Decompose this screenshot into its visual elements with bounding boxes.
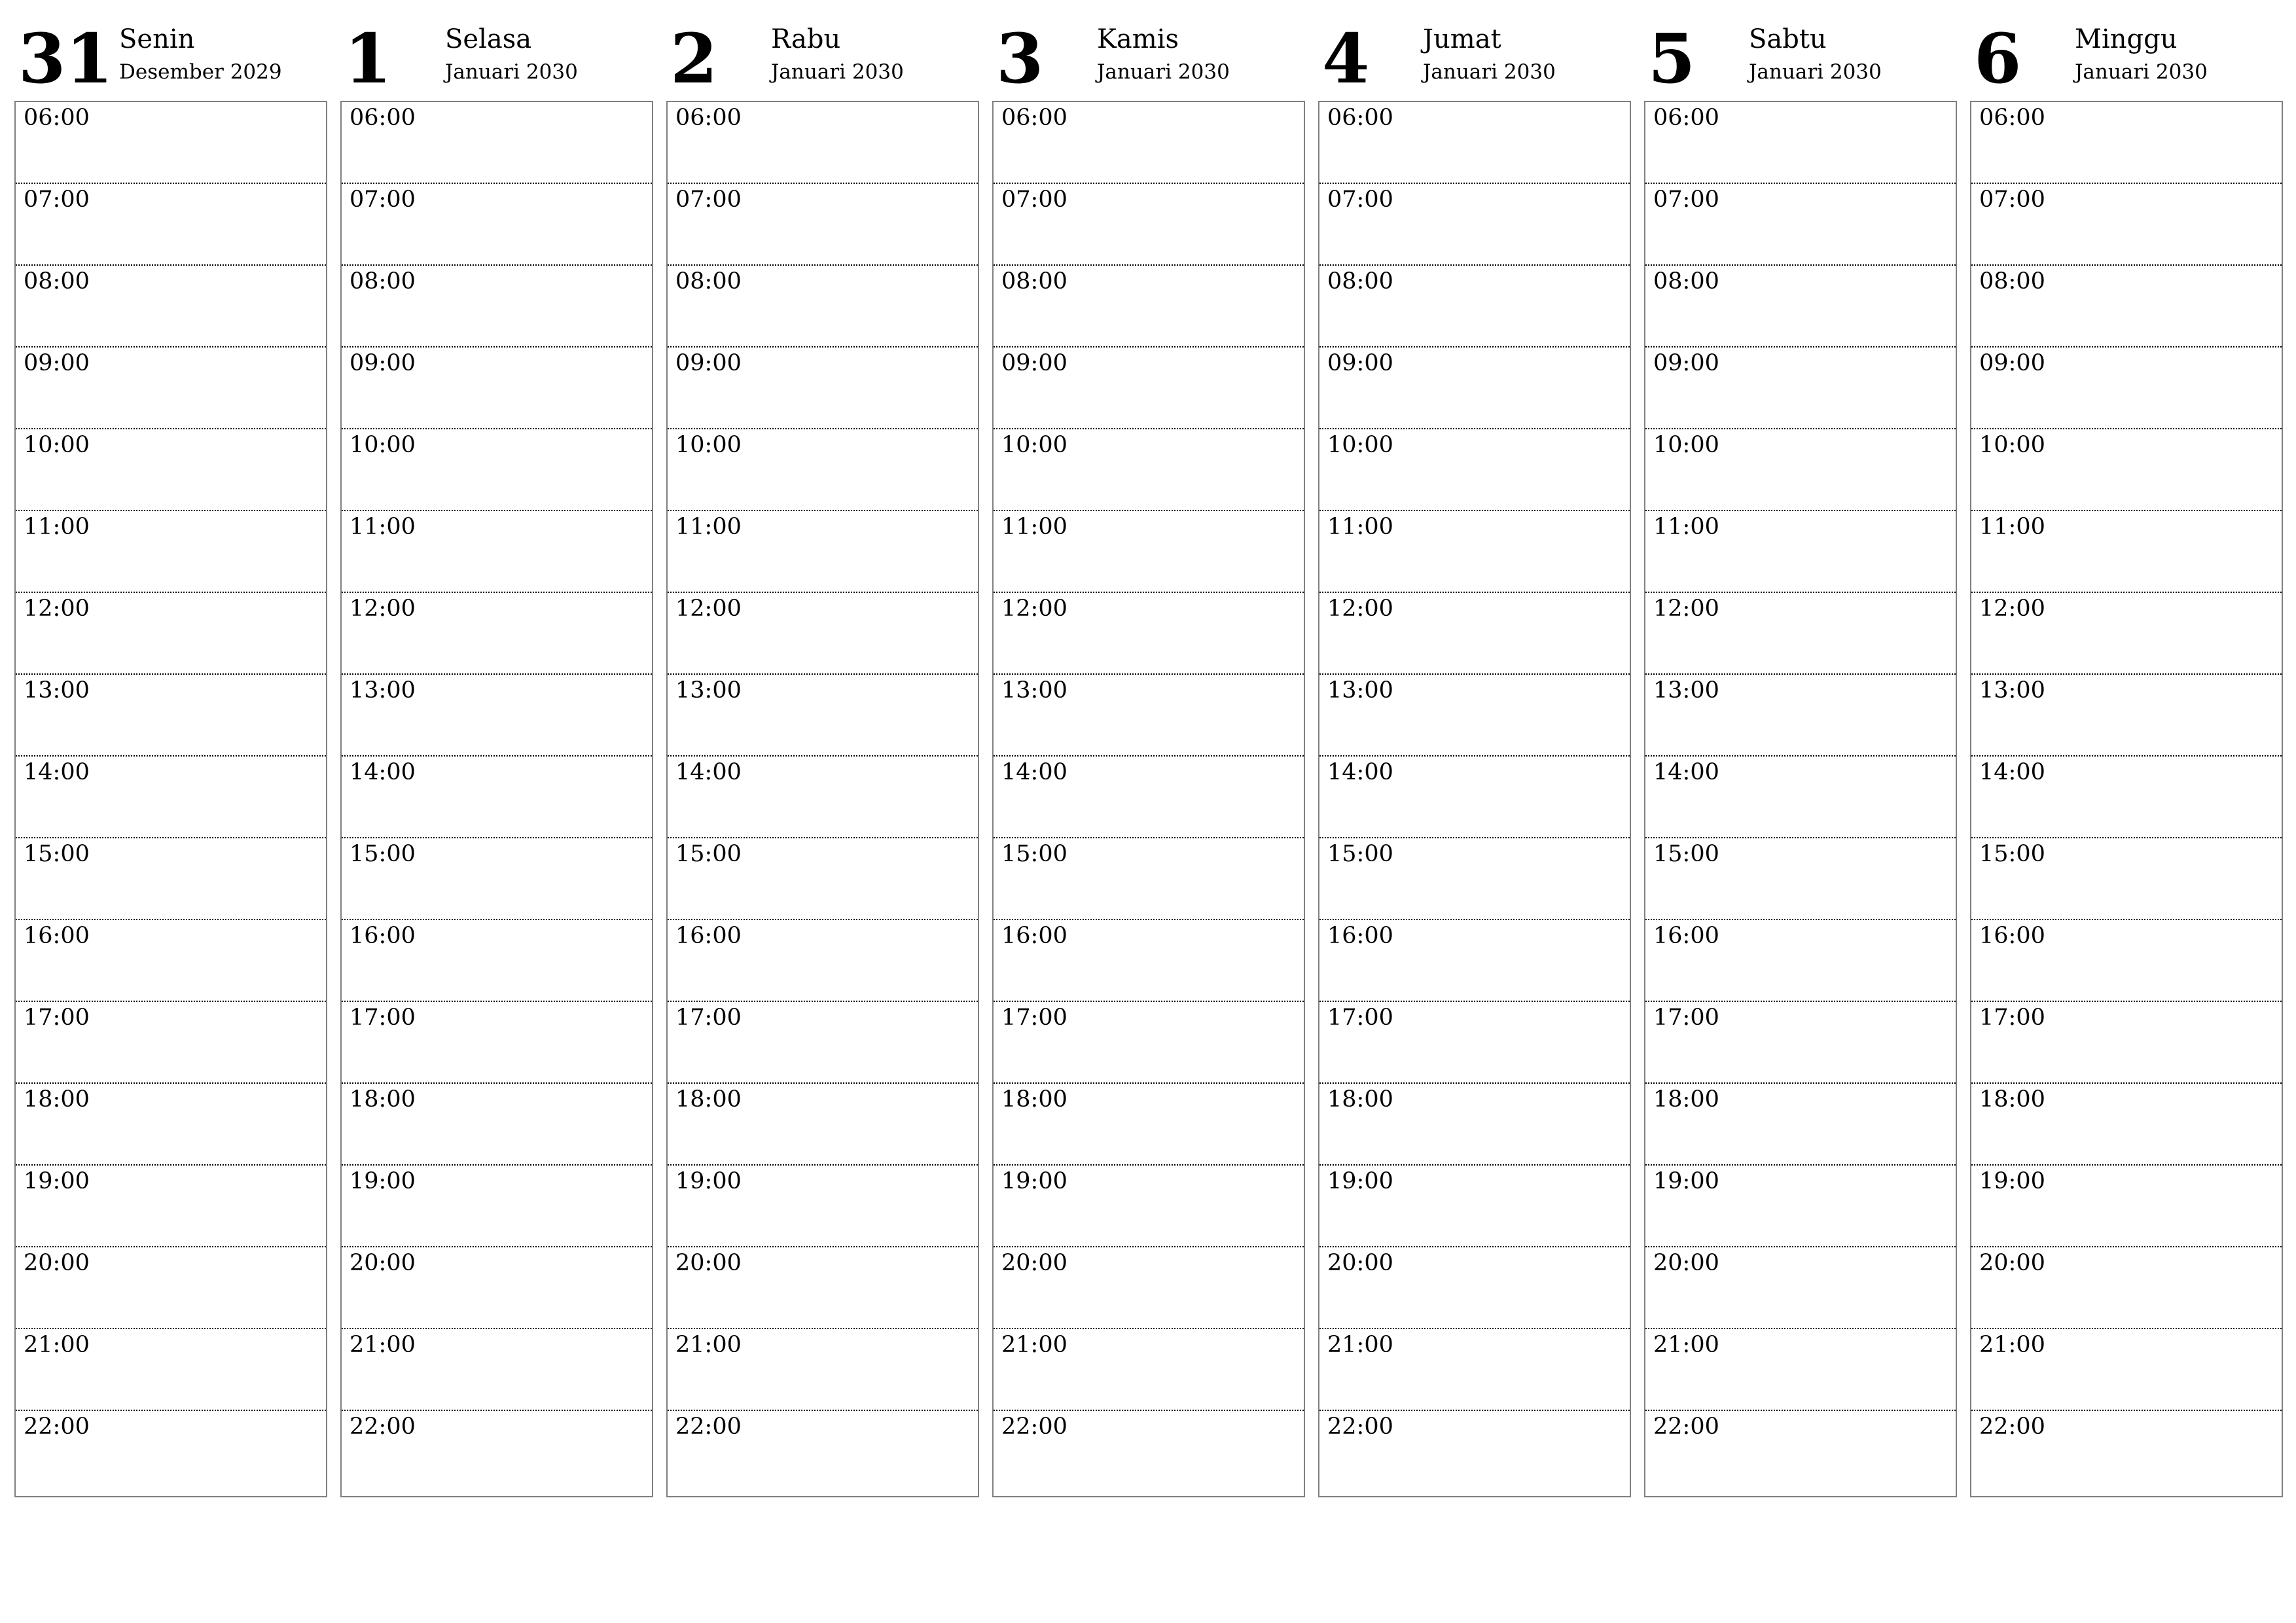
hour-slot[interactable] (1645, 757, 1956, 838)
hour-slot[interactable] (668, 184, 978, 266)
day-schedule-box (1970, 101, 2283, 1497)
hour-slot[interactable] (1319, 1329, 1630, 1411)
hour-label: 09:00 (1327, 350, 1393, 376)
hour-label: 14:00 (24, 759, 90, 785)
day-number: 4 (1322, 18, 1370, 99)
hour-label: 10:00 (1327, 432, 1393, 458)
hour-slot[interactable] (668, 1411, 978, 1493)
hour-slot[interactable] (1971, 1002, 2282, 1084)
hour-slot[interactable] (1645, 675, 1956, 757)
day-name: Minggu (2075, 24, 2178, 54)
hour-slot[interactable] (1319, 1002, 1630, 1084)
day-month-year: Desember 2029 (119, 60, 282, 84)
hour-label: 12:00 (1653, 596, 1719, 622)
day-column (666, 14, 979, 1500)
hour-slot[interactable] (994, 511, 1304, 593)
hour-slot[interactable] (994, 675, 1304, 757)
day-header (1970, 14, 2283, 99)
day-schedule-box (1644, 101, 1957, 1497)
hour-label: 20:00 (1327, 1250, 1393, 1276)
hour-label: 12:00 (1001, 596, 1067, 622)
hour-label: 16:00 (1001, 923, 1067, 949)
hour-slot[interactable] (342, 920, 652, 1002)
hour-slot[interactable] (1645, 838, 1956, 920)
hour-slot[interactable] (1645, 593, 1956, 675)
hour-slot[interactable] (994, 1002, 1304, 1084)
hour-label: 07:00 (1001, 187, 1067, 213)
hour-slot[interactable] (342, 266, 652, 348)
day-name: Rabu (771, 24, 841, 54)
hour-label: 11:00 (675, 514, 742, 540)
hour-slot[interactable] (16, 1166, 326, 1247)
day-number: 2 (670, 18, 718, 99)
hour-label: 10:00 (350, 432, 416, 458)
hour-slot[interactable] (1645, 429, 1956, 511)
hour-label: 11:00 (350, 514, 416, 540)
day-column (1970, 14, 2283, 1500)
hour-slot[interactable] (1319, 838, 1630, 920)
hour-label: 22:00 (675, 1414, 742, 1440)
hour-label: 15:00 (350, 841, 416, 867)
hour-slot[interactable] (668, 348, 978, 429)
hour-slot[interactable] (16, 757, 326, 838)
hour-slot[interactable] (668, 511, 978, 593)
day-name: Senin (119, 24, 195, 54)
hour-slot[interactable] (342, 675, 652, 757)
hour-label: 09:00 (1653, 350, 1719, 376)
hour-slot[interactable] (994, 838, 1304, 920)
hour-slot[interactable] (668, 593, 978, 675)
hour-label: 17:00 (350, 1005, 416, 1031)
hour-label: 21:00 (1001, 1332, 1067, 1358)
hour-label: 06:00 (1001, 105, 1067, 131)
hour-label: 13:00 (350, 677, 416, 704)
day-schedule-box (340, 101, 653, 1497)
hour-slot[interactable] (342, 1002, 652, 1084)
hour-label: 19:00 (1001, 1168, 1067, 1194)
hour-label: 10:00 (1653, 432, 1719, 458)
hour-label: 20:00 (1001, 1250, 1067, 1276)
hour-label: 10:00 (24, 432, 90, 458)
day-number: 5 (1648, 18, 1696, 99)
hour-slot[interactable] (16, 675, 326, 757)
hour-slot[interactable] (1971, 1166, 2282, 1247)
hour-label: 10:00 (1001, 432, 1067, 458)
hour-slot[interactable] (1971, 511, 2282, 593)
hour-label: 17:00 (1327, 1005, 1393, 1031)
hour-label: 21:00 (1653, 1332, 1719, 1358)
hour-slot[interactable] (668, 1084, 978, 1166)
hour-slot[interactable] (16, 102, 326, 184)
hour-label: 15:00 (675, 841, 742, 867)
day-name: Sabtu (1749, 24, 1827, 54)
hour-slot[interactable] (1319, 102, 1630, 184)
hour-label: 15:00 (1001, 841, 1067, 867)
hour-label: 14:00 (1653, 759, 1719, 785)
hour-label: 08:00 (1327, 268, 1393, 294)
hour-slot[interactable] (16, 1329, 326, 1411)
hour-label: 06:00 (350, 105, 416, 131)
hour-label: 09:00 (1001, 350, 1067, 376)
hour-slot[interactable] (994, 1166, 1304, 1247)
hour-label: 19:00 (350, 1168, 416, 1194)
day-name: Kamis (1097, 24, 1179, 54)
hour-label: 08:00 (350, 268, 416, 294)
hour-slot[interactable] (994, 102, 1304, 184)
hour-slot[interactable] (342, 184, 652, 266)
hour-label: 19:00 (675, 1168, 742, 1194)
hour-label: 11:00 (1327, 514, 1393, 540)
day-month-year: Januari 2030 (1423, 60, 1556, 84)
hour-label: 08:00 (675, 268, 742, 294)
hour-slot[interactable] (1319, 348, 1630, 429)
hour-label: 18:00 (24, 1086, 90, 1113)
hour-label: 22:00 (1653, 1414, 1719, 1440)
hour-label: 13:00 (1327, 677, 1393, 704)
hour-label: 17:00 (24, 1005, 90, 1031)
hour-slot[interactable] (342, 1166, 652, 1247)
hour-slot[interactable] (1645, 348, 1956, 429)
hour-label: 07:00 (1327, 187, 1393, 213)
day-month-year: Januari 2030 (1749, 60, 1882, 84)
hour-slot[interactable] (16, 511, 326, 593)
hour-slot[interactable] (1971, 1329, 2282, 1411)
day-header (1644, 14, 1957, 99)
hour-slot[interactable] (1319, 429, 1630, 511)
hour-slot[interactable] (668, 1247, 978, 1329)
hour-label: 15:00 (24, 841, 90, 867)
day-column (1644, 14, 1957, 1500)
day-column (14, 14, 327, 1500)
hour-label: 13:00 (1979, 677, 2045, 704)
hour-label: 08:00 (1653, 268, 1719, 294)
hour-slot[interactable] (1971, 184, 2282, 266)
hour-label: 16:00 (24, 923, 90, 949)
hour-label: 20:00 (1979, 1250, 2045, 1276)
hour-label: 18:00 (1653, 1086, 1719, 1113)
hour-slot[interactable] (16, 348, 326, 429)
hour-slot[interactable] (668, 757, 978, 838)
hour-slot[interactable] (1971, 838, 2282, 920)
hour-label: 22:00 (1001, 1414, 1067, 1440)
hour-slot[interactable] (1971, 348, 2282, 429)
hour-label: 18:00 (1327, 1086, 1393, 1113)
hour-label: 12:00 (1327, 596, 1393, 622)
hour-slot[interactable] (994, 184, 1304, 266)
hour-slot[interactable] (1645, 102, 1956, 184)
hour-slot[interactable] (1971, 266, 2282, 348)
hour-slot[interactable] (1645, 1084, 1956, 1166)
hour-label: 20:00 (1653, 1250, 1719, 1276)
hour-slot[interactable] (1971, 102, 2282, 184)
day-schedule-box (14, 101, 327, 1497)
day-number: 6 (1974, 18, 2022, 99)
hour-slot[interactable] (1971, 920, 2282, 1002)
hour-slot[interactable] (16, 593, 326, 675)
day-number: 31 (18, 18, 113, 99)
hour-label: 21:00 (24, 1332, 90, 1358)
hour-label: 22:00 (1327, 1414, 1393, 1440)
hour-slot[interactable] (994, 266, 1304, 348)
hour-slot[interactable] (1645, 1247, 1956, 1329)
hour-slot[interactable] (994, 1329, 1304, 1411)
hour-label: 12:00 (24, 596, 90, 622)
hour-slot[interactable] (1319, 675, 1630, 757)
hour-slot[interactable] (342, 838, 652, 920)
day-header (992, 14, 1305, 99)
hour-slot[interactable] (668, 429, 978, 511)
day-month-year: Januari 2030 (2075, 60, 2208, 84)
hour-slot[interactable] (1645, 1002, 1956, 1084)
hour-label: 12:00 (675, 596, 742, 622)
hour-label: 12:00 (350, 596, 416, 622)
hour-slot[interactable] (16, 1084, 326, 1166)
hour-label: 20:00 (675, 1250, 742, 1276)
hour-slot[interactable] (668, 675, 978, 757)
hour-slot[interactable] (668, 1166, 978, 1247)
hour-slot[interactable] (342, 1411, 652, 1493)
hour-label: 14:00 (675, 759, 742, 785)
hour-label: 16:00 (350, 923, 416, 949)
hour-slot[interactable] (16, 1411, 326, 1493)
hour-slot[interactable] (16, 838, 326, 920)
hour-label: 06:00 (24, 105, 90, 131)
day-number: 3 (996, 18, 1044, 99)
hour-slot[interactable] (1319, 1411, 1630, 1493)
hour-label: 07:00 (350, 187, 416, 213)
hour-slot[interactable] (1319, 593, 1630, 675)
hour-label: 18:00 (350, 1086, 416, 1113)
hour-label: 07:00 (1979, 187, 2045, 213)
hour-slot[interactable] (1971, 593, 2282, 675)
day-schedule-box (1318, 101, 1631, 1497)
hour-label: 13:00 (675, 677, 742, 704)
hour-slot[interactable] (1971, 675, 2282, 757)
hour-slot[interactable] (994, 1247, 1304, 1329)
hour-slot[interactable] (16, 266, 326, 348)
hour-slot[interactable] (1319, 184, 1630, 266)
hour-label: 06:00 (1327, 105, 1393, 131)
day-month-year: Januari 2030 (445, 60, 578, 84)
hour-slot[interactable] (994, 348, 1304, 429)
hour-slot[interactable] (16, 429, 326, 511)
hour-slot[interactable] (994, 593, 1304, 675)
hour-slot[interactable] (1319, 1084, 1630, 1166)
hour-label: 06:00 (1979, 105, 2045, 131)
hour-label: 06:00 (675, 105, 742, 131)
hour-label: 09:00 (675, 350, 742, 376)
hour-slot[interactable] (1971, 1247, 2282, 1329)
hour-slot[interactable] (668, 920, 978, 1002)
hour-label: 20:00 (350, 1250, 416, 1276)
hour-slot[interactable] (342, 348, 652, 429)
day-schedule-box (992, 101, 1305, 1497)
hour-label: 17:00 (1653, 1005, 1719, 1031)
hour-label: 11:00 (1653, 514, 1719, 540)
hour-label: 14:00 (350, 759, 416, 785)
hour-label: 07:00 (24, 187, 90, 213)
weekly-planner (14, 14, 2283, 1500)
hour-slot[interactable] (668, 1002, 978, 1084)
hour-slot[interactable] (668, 102, 978, 184)
hour-label: 13:00 (1653, 677, 1719, 704)
hour-label: 21:00 (675, 1332, 742, 1358)
hour-label: 10:00 (1979, 432, 2045, 458)
hour-label: 06:00 (1653, 105, 1719, 131)
hour-label: 21:00 (1979, 1332, 2045, 1358)
hour-label: 16:00 (1979, 923, 2045, 949)
hour-label: 09:00 (1979, 350, 2045, 376)
hour-slot[interactable] (1645, 1411, 1956, 1493)
hour-slot[interactable] (994, 1084, 1304, 1166)
hour-label: 07:00 (675, 187, 742, 213)
hour-slot[interactable] (342, 1084, 652, 1166)
hour-slot[interactable] (342, 511, 652, 593)
hour-label: 17:00 (1001, 1005, 1067, 1031)
hour-label: 14:00 (1001, 759, 1067, 785)
hour-label: 09:00 (350, 350, 416, 376)
hour-label: 14:00 (1327, 759, 1393, 785)
hour-label: 20:00 (24, 1250, 90, 1276)
hour-slot[interactable] (16, 184, 326, 266)
day-column (1318, 14, 1631, 1500)
hour-slot[interactable] (342, 757, 652, 838)
hour-slot[interactable] (1645, 1166, 1956, 1247)
hour-label: 08:00 (24, 268, 90, 294)
hour-label: 12:00 (1979, 596, 2045, 622)
hour-slot[interactable] (342, 593, 652, 675)
hour-label: 19:00 (1653, 1168, 1719, 1194)
hour-label: 18:00 (1001, 1086, 1067, 1113)
hour-label: 15:00 (1327, 841, 1393, 867)
hour-slot[interactable] (1645, 511, 1956, 593)
hour-slot[interactable] (342, 1247, 652, 1329)
hour-slot[interactable] (994, 920, 1304, 1002)
hour-slot[interactable] (668, 838, 978, 920)
hour-label: 21:00 (1327, 1332, 1393, 1358)
hour-label: 22:00 (24, 1414, 90, 1440)
hour-label: 08:00 (1979, 268, 2045, 294)
day-column (340, 14, 653, 1500)
hour-label: 11:00 (1001, 514, 1067, 540)
day-month-year: Januari 2030 (771, 60, 904, 84)
hour-slot[interactable] (1645, 920, 1956, 1002)
hour-label: 16:00 (1653, 923, 1719, 949)
hour-label: 14:00 (1979, 759, 2045, 785)
hour-slot[interactable] (994, 757, 1304, 838)
hour-slot[interactable] (1319, 511, 1630, 593)
hour-slot[interactable] (342, 102, 652, 184)
hour-label: 13:00 (1001, 677, 1067, 704)
hour-slot[interactable] (16, 1247, 326, 1329)
day-header (14, 14, 327, 99)
hour-label: 19:00 (1327, 1168, 1393, 1194)
hour-label: 18:00 (1979, 1086, 2045, 1113)
hour-label: 13:00 (24, 677, 90, 704)
hour-slot[interactable] (1319, 1166, 1630, 1247)
day-schedule-box (666, 101, 979, 1497)
hour-label: 17:00 (675, 1005, 742, 1031)
hour-slot[interactable] (1319, 757, 1630, 838)
hour-label: 15:00 (1653, 841, 1719, 867)
hour-slot[interactable] (994, 429, 1304, 511)
hour-slot[interactable] (16, 920, 326, 1002)
hour-label: 22:00 (350, 1414, 416, 1440)
hour-label: 16:00 (675, 923, 742, 949)
hour-label: 07:00 (1653, 187, 1719, 213)
day-header (340, 14, 653, 99)
hour-label: 11:00 (1979, 514, 2045, 540)
hour-slot[interactable] (1971, 757, 2282, 838)
hour-slot[interactable] (16, 1002, 326, 1084)
hour-slot[interactable] (342, 429, 652, 511)
hour-slot[interactable] (1319, 266, 1630, 348)
hour-slot[interactable] (668, 1329, 978, 1411)
hour-slot[interactable] (1971, 1084, 2282, 1166)
hour-slot[interactable] (1319, 1247, 1630, 1329)
hour-slot[interactable] (1645, 1329, 1956, 1411)
hour-slot[interactable] (1971, 429, 2282, 511)
hour-slot[interactable] (342, 1329, 652, 1411)
hour-slot[interactable] (1645, 266, 1956, 348)
hour-label: 19:00 (24, 1168, 90, 1194)
hour-label: 09:00 (24, 350, 90, 376)
day-header (666, 14, 979, 99)
hour-label: 10:00 (675, 432, 742, 458)
day-number: 1 (344, 18, 392, 99)
hour-slot[interactable] (1319, 920, 1630, 1002)
day-month-year: Januari 2030 (1097, 60, 1230, 84)
hour-label: 21:00 (350, 1332, 416, 1358)
hour-label: 08:00 (1001, 268, 1067, 294)
day-header (1318, 14, 1631, 99)
hour-label: 18:00 (675, 1086, 742, 1113)
day-name: Selasa (445, 24, 532, 54)
hour-slot[interactable] (668, 266, 978, 348)
hour-slot[interactable] (1971, 1411, 2282, 1493)
day-name: Jumat (1423, 24, 1501, 54)
hour-label: 11:00 (24, 514, 90, 540)
hour-label: 15:00 (1979, 841, 2045, 867)
hour-label: 19:00 (1979, 1168, 2045, 1194)
hour-label: 17:00 (1979, 1005, 2045, 1031)
day-column (992, 14, 1305, 1500)
hour-label: 16:00 (1327, 923, 1393, 949)
hour-slot[interactable] (1645, 184, 1956, 266)
hour-label: 22:00 (1979, 1414, 2045, 1440)
hour-slot[interactable] (994, 1411, 1304, 1493)
